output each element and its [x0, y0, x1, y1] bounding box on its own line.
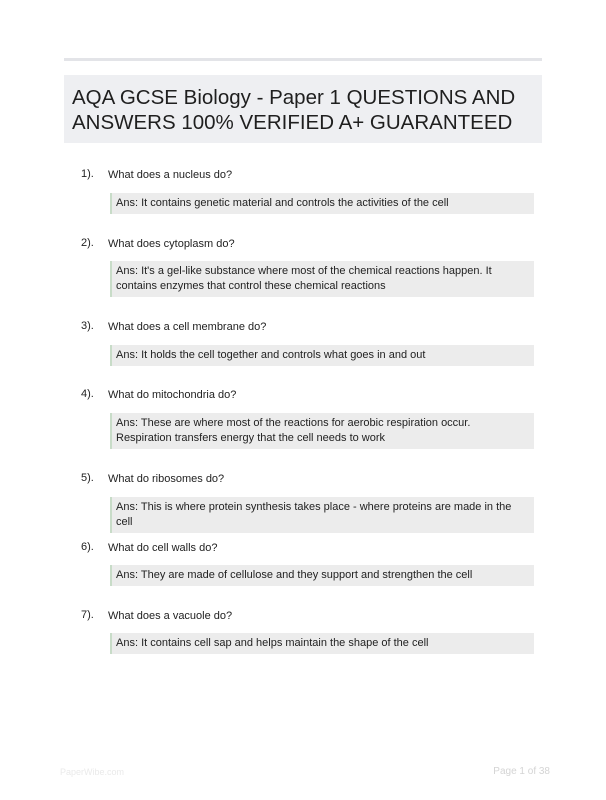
- footer-watermark: PaperWibe.com: [60, 767, 125, 777]
- answer-box: Ans: These are where most of the reactions for aerobic respiration occur. Respiration transfers energy that the cell needs to work: [110, 413, 534, 449]
- answer-box: Ans: It holds the cell together and controls what goes in and out: [110, 345, 534, 366]
- question-text: What does cytoplasm do?: [108, 238, 235, 250]
- question-text: What does a vacuole do?: [108, 610, 233, 622]
- answer-box: Ans: It's a gel-like substance where most of the chemical reactions happen. It contains enzymes that control these chemical reactions: [110, 261, 534, 297]
- question-text: What do ribosomes do?: [108, 473, 225, 485]
- answer-box: Ans: This is where protein synthesis takes place - where proteins are made in the cell: [110, 497, 534, 533]
- document-title: AQA GCSE Biology - Paper 1 QUESTIONS AND ANSWERS 100% VERIFIED A+ GUARANTEED: [72, 86, 516, 134]
- question-text: What do mitochondria do?: [108, 389, 237, 401]
- question-number: 1).: [81, 168, 94, 180]
- question-text: What does a nucleus do?: [108, 169, 233, 181]
- question-number: 2).: [81, 237, 94, 249]
- question-number: 3).: [81, 320, 94, 332]
- page-indicator: Page 1 of 38: [493, 766, 550, 777]
- answer-box: Ans: It contains genetic material and controls the activities of the cell: [110, 193, 534, 214]
- question-number: 6).: [81, 541, 94, 553]
- answer-box: Ans: They are made of cellulose and they support and strengthen the cell: [110, 565, 534, 586]
- question-number: 7).: [81, 609, 94, 621]
- question-number: 4).: [81, 388, 94, 400]
- question-number: 5).: [81, 472, 94, 484]
- question-text: What does a cell membrane do?: [108, 321, 267, 333]
- question-text: What do cell walls do?: [108, 542, 218, 554]
- answer-box: Ans: It contains cell sap and helps maintain the shape of the cell: [110, 633, 534, 654]
